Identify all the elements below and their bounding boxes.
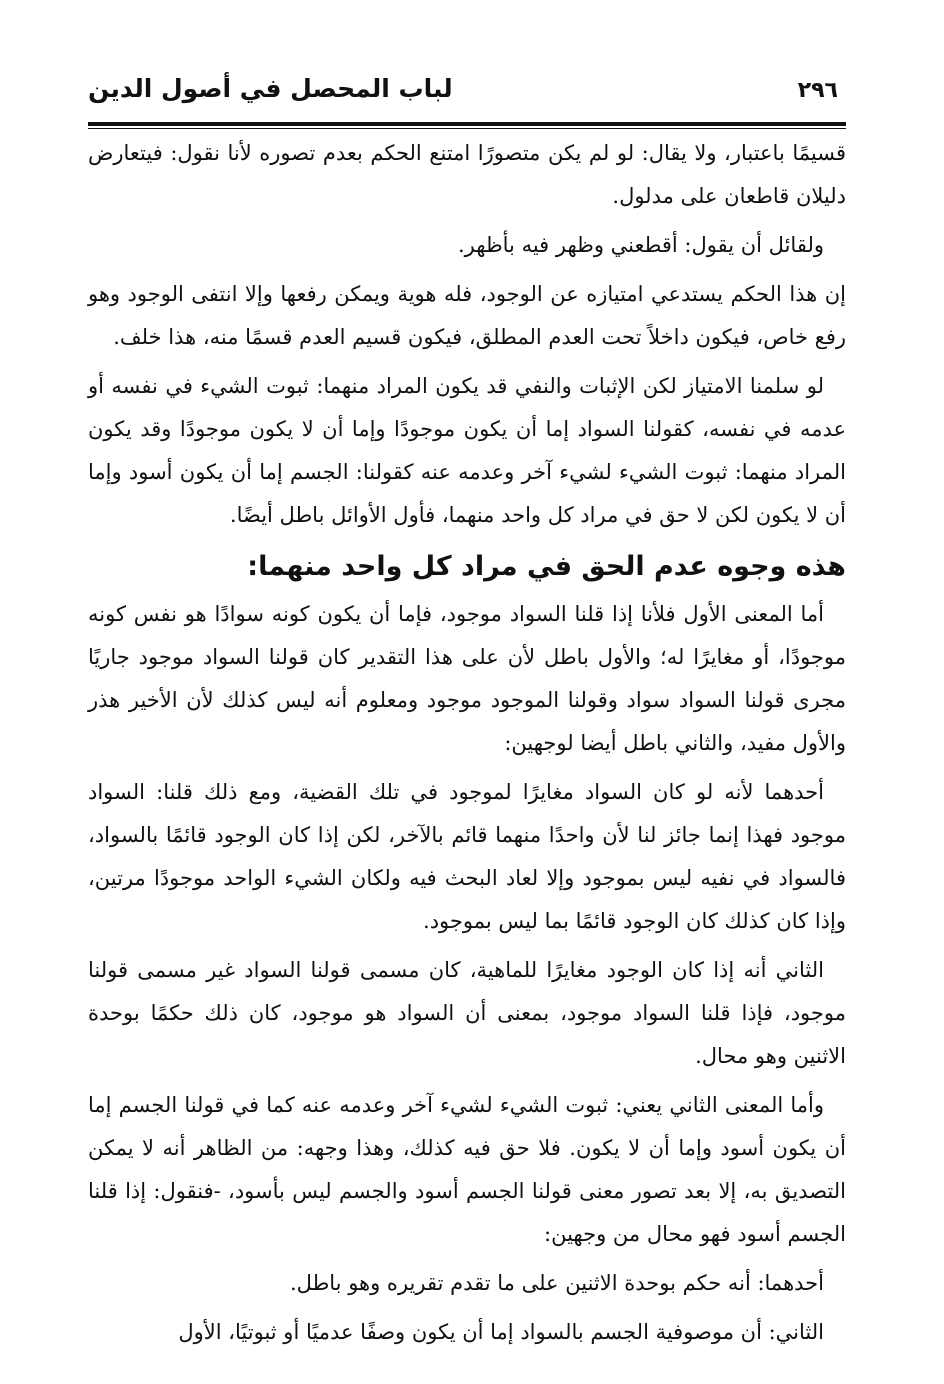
running-header	[88, 70, 846, 120]
paragraph: وأما المعنى الثاني يعني: ثبوت الشيء لشيء آخر وعدمه عنه كما في قولنا الجسم إما أن يكون أسود وإما أن لا يكون. فلا حق فيه كذلك، وهذا وجهه: من الظاهر أنه لا يمكن التصديق به، إلا بعد تصور معنى قولنا الجسم أسود والجسم ليس بأسود، -فنقول: إذا قلنا الجسم أسود فهو محال من وجهين:	[88, 1093, 846, 1246]
paragraph: أما المعنى الأول فلأنا إذا قلنا السواد موجود، فإما أن يكون كونه سوادًا هو نفس كونه موجودًا، أو مغايرًا له؛ والأول باطل لأن على هذا التقدير كان قولنا السواد موجود جاريًا مجرى قولنا السواد سواد وقولنا الموجود موجود ومعلوم أنه ليس كذلك لأن الأخير هذر والأول مفيد، والثاني باطل أيضا لوجهين:	[88, 602, 846, 755]
paragraph: قسيمًا باعتبار، ولا يقال: لو لم يكن متصورًا امتنع الحكم بعدم تصوره لأنا نقول: فيتعارض دليلان قاطعان على مدلول.	[88, 141, 846, 208]
body-text	[88, 132, 846, 1360]
paragraph: لو سلمنا الامتياز لكن الإثبات والنفي قد يكون المراد منهما: ثبوت الشيء في نفسه أو عدمه في نفسه، كقولنا السواد إما أن يكون موجودًا وإما أن لا يكون موجودًا وقد يكون المراد منهما: ثبوت الشيء لشيء آخر وعدمه عنه كقولنا: الجسم إما أن يكون أسود وإما أن لا يكون لكن لا حق في مراد كل واحد منهما، فأول الأوائل باطل أيضًا.	[88, 374, 846, 527]
paragraph: أحدهما لأنه لو كان السواد مغايرًا لموجود في تلك القضية، ومع ذلك قلنا: السواد موجود فهذا إنما جائز لنا لأن واحدًا منهما قائم بالآخر، لكن إذا كان الوجود قائمًا بالسواد، فالسواد في نفيه ليس بموجود وإلا لعاد البحث فيه ولكان الشيء الواحد موجودًا مرتين، وإذا كان كذلك كان الوجود قائمًا بما ليس بموجود.	[88, 780, 846, 933]
section-heading: هذه وجوه عدم الحق في مراد كل واحد منهما:	[247, 551, 846, 582]
paragraph: ولقائل أن يقول: أقطعني وظهر فيه بأظهر.	[458, 233, 824, 257]
page-number: ٢٩٦	[797, 78, 838, 103]
paragraph: الثاني أنه إذا كان الوجود مغايرًا للماهية، كان مسمى قولنا السواد غير مسمى قولنا موجود، فإذا قلنا السواد موجود، بمعنى أن السواد هو موجود، كان ذلك حكمًا بوحدة الاثنين وهو محال.	[88, 958, 846, 1068]
header-divider	[88, 122, 846, 129]
paragraph: أحدهما: أنه حكم بوحدة الاثنين على ما تقدم تقريره وهو باطل.	[289, 1271, 824, 1295]
book-title: لباب المحصل في أصول الدين	[88, 74, 453, 103]
paragraph: الثاني: أن موصوفية الجسم بالسواد إما أن يكون وصفًا عدميًا أو ثبوتيًا، الأول	[178, 1320, 824, 1344]
paragraph: إن هذا الحكم يستدعي امتيازه عن الوجود، فله هوية ويمكن رفعها وإلا انتفى الوجود وهو رفع خاص، فيكون داخلاً تحت العدم المطلق، فيكون قسيم العدم قسمًا منه، هذا خلف.	[88, 282, 846, 349]
